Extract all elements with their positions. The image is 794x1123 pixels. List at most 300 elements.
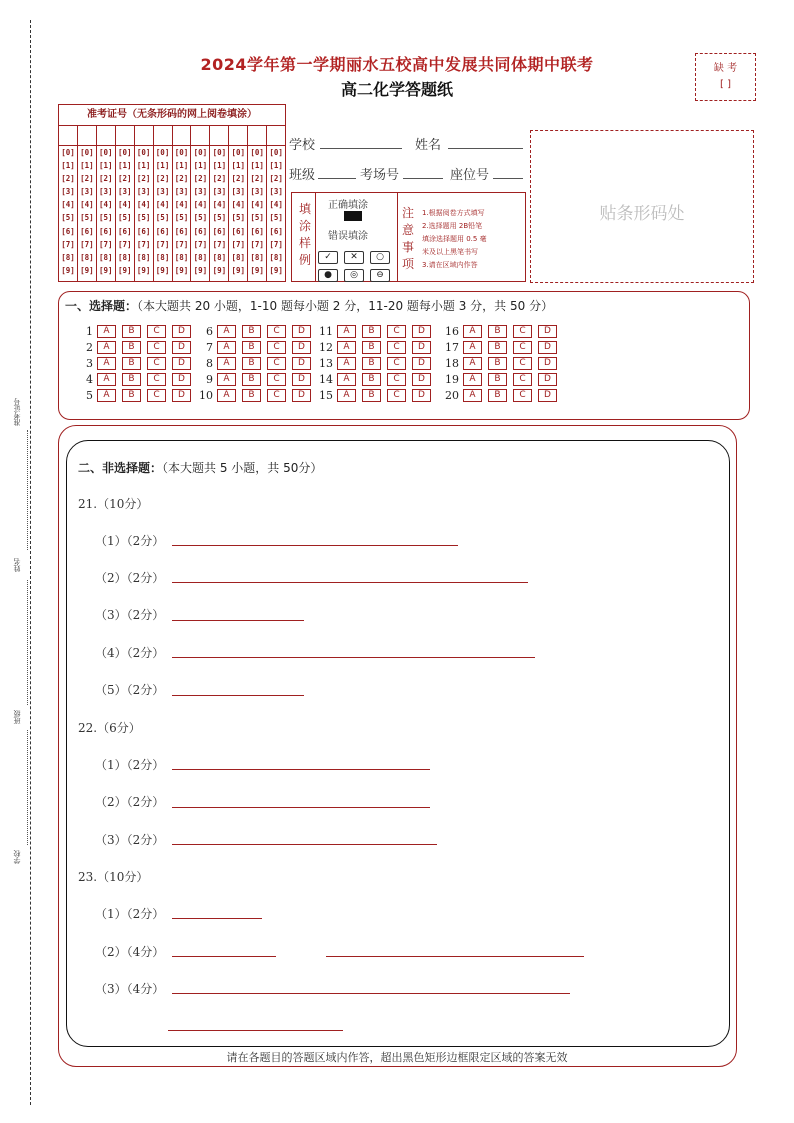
exam-id-digit-bubble[interactable]: [4] [80,200,94,210]
mc-option-bubble[interactable]: D [292,373,311,386]
mc-option-bubble[interactable]: A [97,373,116,386]
margin-line [27,580,28,705]
exam-id-digit-bubble[interactable]: [6] [117,226,132,236]
mc-option-bubble[interactable]: B [362,373,381,386]
exam-id-digit-bubble[interactable]: [4] [193,200,208,210]
exam-id-digit-bubble[interactable]: [1] [269,161,283,171]
exam-id-digit-bubble[interactable]: [3] [80,187,94,197]
exam-id-digit-bubble[interactable]: [8] [99,252,113,262]
exam-id-digit-bubble[interactable]: [1] [80,161,94,171]
mc-option-bubble[interactable]: A [217,373,236,386]
exam-id-digit-bubble[interactable]: [8] [212,252,227,262]
exam-id-digit-bubble[interactable]: [7] [250,239,264,249]
mc-option-bubble[interactable]: A [337,325,356,338]
q21-part3-label: （3）（2分） [95,608,165,622]
exam-id-write-cell[interactable] [154,126,172,146]
mc-option-bubble[interactable]: C [267,389,286,402]
mc-option-bubble[interactable]: D [292,341,311,354]
exam-id-digit-bubble[interactable]: [5] [212,213,227,223]
mc-question-number: 3 [86,357,93,370]
exam-id-digit-bubble[interactable]: [2] [155,174,170,184]
exam-id-digit-bubble[interactable]: [1] [212,161,227,171]
exam-id-digit-bubble[interactable]: [7] [155,239,170,249]
exam-id-digit-bubble[interactable]: [3] [99,187,113,197]
exam-id-digit-bubble[interactable]: [3] [250,187,264,197]
name-label: 姓名 [415,138,442,153]
exam-id-digit-bubble[interactable]: [4] [117,200,132,210]
mc-question-row [319,357,437,370]
mc-option-bubble[interactable]: A [97,325,116,338]
mc-option-bubble[interactable]: C [267,357,286,370]
exam-title: 2024学年第一学期丽水五校高中发展共同体期中联考 [200,55,594,74]
class-field[interactable] [318,178,356,179]
mc-option-bubble[interactable]: D [292,357,311,370]
exam-id-digit-bubble[interactable]: [2] [193,174,208,184]
mc-option-bubble[interactable]: D [412,341,431,354]
mc-question-row [79,341,197,354]
mc-option-bubble[interactable]: C [513,341,532,354]
mc-question-row [445,373,563,386]
exam-id-column [248,126,267,281]
exam-id-digit-bubble[interactable]: [7] [231,239,246,249]
exam-id-digit-bubble[interactable]: [5] [117,213,132,223]
exam-id-write-cell[interactable] [191,126,209,146]
exam-room-field[interactable] [403,178,443,179]
mc-question-number: 15 [319,389,333,402]
exam-id-digit-bubble[interactable]: [2] [269,174,283,184]
exam-id-digit-bubble[interactable]: [4] [174,200,189,210]
mc-option-bubble[interactable]: B [122,341,141,354]
notes-list: 1.根据阅卷方式填写 2.选择题用 2B铅笔 填涂选择题用 0.5 毫 米及以上黑笔书写 3.请在区域内作答 [422,209,487,269]
exam-id-columns [59,126,285,281]
exam-id-digit-bubble[interactable]: [0] [174,148,189,157]
mc-option-bubble[interactable]: C [147,341,166,354]
exam-id-digit-bubble[interactable]: [0] [155,148,170,157]
mc-option-bubble[interactable]: B [122,389,141,402]
exam-id-digit-bubble[interactable]: [8] [117,252,132,262]
exam-id-column [154,126,173,281]
barcode-area[interactable] [530,130,754,283]
mc-option-bubble[interactable]: A [463,373,482,386]
footer-warning: 请在各题目的答题区域内作答，超出黑色矩形边框限定区域的答案无效 [226,1051,568,1064]
q21-part2-answer[interactable] [172,582,528,583]
mc-option-bubble[interactable]: D [538,389,557,402]
exam-id-digit-bubble[interactable]: [9] [269,265,283,275]
q22-part2-answer[interactable] [172,807,430,808]
mc-question-row [199,325,317,338]
exam-id-digit-bubble[interactable]: [2] [250,174,264,184]
exam-id-digit-bubble[interactable]: [0] [231,148,246,157]
fill-sample-box [291,192,526,282]
exam-id-digit-bubble[interactable]: [9] [212,265,227,275]
mc-option-bubble[interactable]: D [172,325,191,338]
q22-part1-label: （1）（2分） [95,758,165,772]
multiple-choice-section [58,291,750,420]
mc-option-bubble[interactable]: B [122,325,141,338]
mc-question-number: 14 [319,373,333,386]
mc-option-bubble[interactable]: D [538,373,557,386]
exam-id-column [59,126,78,281]
mc-option-bubble[interactable]: C [267,373,286,386]
exam-id-digit-bubble[interactable]: [4] [155,200,170,210]
q21-part1-label: （1）（2分） [95,534,165,548]
q21-part3-answer[interactable] [172,620,304,621]
exam-id-digit-bubble[interactable]: [5] [99,213,113,223]
mc-option-bubble[interactable]: A [463,357,482,370]
exam-id-digit-bubble[interactable]: [5] [269,213,283,223]
mc-option-bubble[interactable]: A [337,341,356,354]
exam-id-digit-bubble[interactable]: [8] [269,252,283,262]
exam-id-digit-bubble[interactable]: [3] [61,187,75,197]
exam-id-write-cell[interactable] [173,126,191,146]
margin-label-exam-id: 准考证号 [13,398,21,426]
mc-option-bubble[interactable]: C [147,373,166,386]
mc-option-bubble[interactable]: B [242,389,261,402]
margin-label-school: 学校 [13,850,21,864]
exam-id-digit-bubble[interactable]: [4] [212,200,227,210]
mc-option-bubble[interactable]: B [122,357,141,370]
exam-id-digit-bubble[interactable]: [3] [193,187,208,197]
mc-option-bubble[interactable]: D [292,389,311,402]
mc-question-row [445,389,563,402]
exam-id-digit-bubble[interactable]: [0] [193,148,208,157]
exam-id-digit-bubble[interactable]: [6] [155,226,170,236]
exam-id-digit-bubble[interactable]: [6] [193,226,208,236]
mc-option-bubble[interactable]: D [172,341,191,354]
exam-id-column [116,126,135,281]
q22-part3-answer[interactable] [172,844,437,845]
mc-option-bubble[interactable]: B [242,325,261,338]
mc-option-bubble[interactable]: A [463,325,482,338]
exam-id-digit-bubble[interactable]: [9] [193,265,208,275]
margin-line [27,430,28,550]
mc-option-bubble[interactable]: B [362,389,381,402]
mc-option-bubble[interactable]: A [217,341,236,354]
mc-option-bubble[interactable]: D [172,357,191,370]
margin-label-name: 姓名 [13,558,21,572]
exam-id-digit-bubble[interactable]: [9] [117,265,132,275]
exam-id-digit-bubble[interactable]: [3] [174,187,189,197]
mc-option-bubble[interactable]: C [387,341,406,354]
exam-id-digit-bubble[interactable]: [7] [99,239,113,249]
exam-id-digit-bubble[interactable]: [6] [231,226,246,236]
exam-id-digit-bubble[interactable]: [3] [136,187,151,197]
q21-part5-label: （5）（2分） [95,683,165,697]
sample-label: 填 涂 样 例 [298,202,311,267]
exam-id-digit-bubble[interactable]: [7] [212,239,227,249]
exam-id-digit-bubble[interactable]: [2] [212,174,227,184]
mc-option-bubble[interactable]: C [147,389,166,402]
school-field[interactable] [320,148,402,149]
q23-part2-answer-a[interactable] [172,956,276,957]
exam-id-digit-bubble[interactable]: [3] [155,187,170,197]
mc-option-bubble[interactable]: D [172,389,191,402]
exam-id-digit-bubble[interactable]: [7] [117,239,132,249]
exam-id-write-cell[interactable] [267,126,285,146]
exam-id-digit-bubble[interactable]: [7] [269,239,283,249]
exam-id-digit-bubble[interactable]: [2] [117,174,132,184]
mc-option-bubble[interactable]: B [242,357,261,370]
exam-id-digit-bubble[interactable]: [5] [155,213,170,223]
q22-part2-label: （2）（2分） [95,795,165,809]
exam-id-digit-bubble[interactable]: [6] [99,226,113,236]
exam-id-digit-bubble[interactable]: [4] [231,200,246,210]
exam-id-write-cell[interactable] [59,126,77,146]
exam-id-digit-bubble[interactable]: [7] [136,239,151,249]
exam-id-column [173,126,192,281]
mc-option-bubble[interactable]: B [488,357,507,370]
mc-option-bubble[interactable]: A [463,341,482,354]
mc-option-bubble[interactable]: C [513,389,532,402]
exam-id-digit-bubble[interactable]: [1] [155,161,170,171]
mc-option-bubble[interactable]: A [337,373,356,386]
mc-option-bubble[interactable]: C [147,325,166,338]
exam-id-digit-bubble[interactable]: [6] [80,226,94,236]
mc-option-bubble[interactable]: D [538,341,557,354]
exam-room-label: 考场号 [360,168,400,183]
q23-part3-label: （3）（4分） [95,982,165,996]
exam-id-digit-bubble[interactable]: [2] [174,174,189,184]
exam-id-digit-bubble[interactable]: [6] [250,226,264,236]
exam-id-digit-bubble[interactable]: [0] [99,148,113,157]
exam-id-digit-bubble[interactable]: [4] [269,200,283,210]
exam-id-digit-bubble[interactable]: [3] [117,187,132,197]
mc-question-number: 6 [206,325,213,338]
mc-option-bubble[interactable]: B [362,341,381,354]
mc-question-row [199,389,317,402]
mc-option-bubble[interactable]: B [122,373,141,386]
mc-question-row [199,357,317,370]
q23-part1-answer[interactable] [172,918,262,919]
mc-question-row [445,325,563,338]
exam-id-digit-bubble[interactable]: [8] [80,252,94,262]
seat-field[interactable] [493,178,523,179]
wrong-marks-row2 [318,262,396,282]
mc-question-row [319,389,437,402]
mc-option-bubble[interactable]: C [513,357,532,370]
exam-id-digit-bubble[interactable]: [6] [212,226,227,236]
exam-id-column [191,126,210,281]
exam-id-digit-bubble[interactable]: [8] [250,252,264,262]
exam-id-digit-bubble[interactable]: [1] [174,161,189,171]
absent-box[interactable] [695,53,756,101]
exam-id-digit-bubble[interactable]: [9] [250,265,264,275]
exam-id-digit-bubble[interactable]: [8] [155,252,170,262]
exam-id-write-cell[interactable] [210,126,228,146]
mc-question-number: 18 [445,357,459,370]
exam-id-digit-bubble[interactable]: [1] [136,161,151,171]
mc-option-bubble[interactable]: D [412,357,431,370]
exam-id-write-cell[interactable] [229,126,247,146]
exam-id-digit-bubble[interactable]: [6] [269,226,283,236]
q21-part5-answer[interactable] [172,695,304,696]
exam-id-digit-bubble[interactable]: [0] [212,148,227,157]
exam-id-digit-bubble[interactable]: [6] [136,226,151,236]
mc-option-bubble[interactable]: D [412,373,431,386]
q23-part3-answer-a[interactable] [172,993,570,994]
exam-id-digit-bubble[interactable]: [6] [174,226,189,236]
absent-checkbox[interactable]: [ ] [720,79,731,90]
mc-question-row [445,357,563,370]
mc-option-bubble[interactable]: C [387,389,406,402]
q23-part3-answer-b[interactable] [168,1030,343,1031]
wrong-fill-label: 错误填涂 [328,231,368,242]
mc-option-bubble[interactable]: A [97,389,116,402]
name-field[interactable] [448,148,523,149]
mc-option-bubble[interactable]: D [538,325,557,338]
mc-question-number: 5 [86,389,93,402]
mc-question-number: 20 [445,389,459,402]
exam-id-digit-bubble[interactable]: [4] [61,200,75,210]
exam-id-digit-bubble[interactable]: [2] [61,174,75,184]
exam-id-digit-bubble[interactable]: [5] [250,213,264,223]
exam-id-digit-bubble[interactable]: [9] [80,265,94,275]
q21-part2-label: （2）（2分） [95,571,165,585]
exam-id-digit-bubble[interactable]: [9] [155,265,170,275]
mc-option-bubble[interactable]: D [292,325,311,338]
exam-id-digit-bubble[interactable]: [2] [136,174,151,184]
exam-id-digit-bubble[interactable]: [1] [61,161,75,171]
exam-id-digit-bubble[interactable]: [8] [136,252,151,262]
exam-id-digit-bubble[interactable]: [5] [193,213,208,223]
exam-id-digit-bubble[interactable]: [0] [61,148,75,157]
exam-id-digit-bubble[interactable]: [0] [250,148,264,157]
q23-part2-answer-b[interactable] [326,956,584,957]
exam-id-digit-bubble[interactable]: [1] [231,161,246,171]
q22-part1-answer[interactable] [172,769,430,770]
exam-id-digit-bubble[interactable]: [0] [136,148,151,157]
mc-option-bubble[interactable]: C [513,325,532,338]
exam-id-digit-bubble[interactable]: [0] [269,148,283,157]
exam-id-write-cell[interactable] [78,126,96,146]
exam-id-digit-bubble[interactable]: [7] [80,239,94,249]
exam-id-write-cell[interactable] [116,126,134,146]
exam-id-digit-bubble[interactable]: [6] [61,226,75,236]
exam-id-grid [58,104,286,282]
mc-option-bubble[interactable]: C [513,373,532,386]
exam-id-digit-bubble[interactable]: [1] [193,161,208,171]
exam-id-digit-bubble[interactable]: [2] [80,174,94,184]
mc-option-bubble[interactable]: C [387,325,406,338]
mc-option-bubble[interactable]: C [267,341,286,354]
mc-option-bubble[interactable]: D [412,325,431,338]
exam-id-digit-bubble[interactable]: [0] [80,148,94,157]
exam-id-digit-bubble[interactable]: [3] [231,187,246,197]
exam-id-digit-bubble[interactable]: [3] [269,187,283,197]
mc-option-bubble[interactable]: C [387,373,406,386]
exam-id-write-cell[interactable] [248,126,266,146]
exam-id-digit-bubble[interactable]: [5] [136,213,151,223]
mc-option-bubble[interactable]: B [488,325,507,338]
mc-option-bubble[interactable]: A [217,357,236,370]
cross-icon: ✕ [344,251,364,264]
exam-id-digit-bubble[interactable]: [9] [231,265,246,275]
exam-id-digit-bubble[interactable]: [8] [231,252,246,262]
exam-id-digit-bubble[interactable]: [4] [99,200,113,210]
wrong-marks-row1 [318,244,396,264]
exam-id-digit-bubble[interactable]: [9] [61,265,75,275]
mc-option-bubble[interactable]: A [97,341,116,354]
section1-heading: 一、选择题：（本大题共 20 小题，1-10 题每小题 2 分，11-20 题每小题 3 分，共 50 分） [65,299,554,313]
margin-line [27,730,28,845]
exam-id-digit-bubble[interactable]: [8] [193,252,208,262]
exam-id-digit-bubble[interactable]: [1] [250,161,264,171]
exam-id-digit-bubble[interactable]: [9] [99,265,113,275]
mc-option-bubble[interactable]: B [362,325,381,338]
q23-part1-label: （1）（2分） [95,907,165,921]
mc-option-bubble[interactable]: C [267,325,286,338]
mc-option-bubble[interactable]: B [362,357,381,370]
exam-id-digit-bubble[interactable]: [1] [117,161,132,171]
exam-id-digit-bubble[interactable]: [5] [231,213,246,223]
exam-id-digit-bubble[interactable]: [9] [136,265,151,275]
barcode-label: 贴条形码处 [599,204,685,224]
mc-option-bubble[interactable]: D [172,373,191,386]
mc-question-number: 12 [319,341,333,354]
mc-question-number: 8 [206,357,213,370]
exam-id-digit-bubble[interactable]: [8] [61,252,75,262]
mc-option-bubble[interactable]: A [463,389,482,402]
mc-option-bubble[interactable]: A [217,325,236,338]
exam-id-column [97,126,116,281]
absent-label: 缺 考 [713,63,738,74]
mc-option-bubble[interactable]: D [412,389,431,402]
mc-option-bubble[interactable]: B [242,341,261,354]
exam-id-digit-bubble[interactable]: [7] [193,239,208,249]
q21-part1-answer[interactable] [172,545,458,546]
mc-option-bubble[interactable]: A [337,389,356,402]
exam-id-column [229,126,248,281]
mc-option-bubble[interactable]: C [387,357,406,370]
exam-id-digit-bubble[interactable]: [0] [117,148,132,157]
exam-id-digit-bubble[interactable]: [4] [250,200,264,210]
exam-id-write-cell[interactable] [135,126,153,146]
exam-id-digit-bubble[interactable]: [3] [212,187,227,197]
mc-option-bubble[interactable]: A [97,357,116,370]
mc-option-bubble[interactable]: B [488,373,507,386]
exam-id-digit-bubble[interactable]: [4] [136,200,151,210]
exam-id-digit-bubble[interactable]: [7] [61,239,75,249]
exam-id-digit-bubble[interactable]: [5] [61,213,75,223]
exam-id-column [135,126,154,281]
exam-id-write-cell[interactable] [97,126,115,146]
mc-question-row [79,373,197,386]
class-label: 班级 [289,168,316,183]
circle-icon: ○ [370,251,390,264]
binding-line [30,20,31,1105]
mc-option-bubble[interactable]: A [337,357,356,370]
mc-option-bubble[interactable]: B [488,389,507,402]
mc-option-bubble[interactable]: C [147,357,166,370]
mc-question-row [319,341,437,354]
mc-option-bubble[interactable]: B [242,373,261,386]
exam-id-digit-bubble[interactable]: [5] [80,213,94,223]
exam-id-digit-bubble[interactable]: [5] [174,213,189,223]
q23-part2-label: （2）（4分） [95,945,165,959]
exam-id-digit-bubble[interactable]: [9] [174,265,189,275]
mc-question-number: 19 [445,373,459,386]
mc-option-bubble[interactable]: D [538,357,557,370]
exam-id-digit-bubble[interactable]: [2] [99,174,113,184]
mc-option-bubble[interactable]: B [488,341,507,354]
mc-option-bubble[interactable]: A [217,389,236,402]
exam-id-digit-bubble[interactable]: [2] [231,174,246,184]
exam-id-digit-bubble[interactable]: [1] [99,161,113,171]
mc-question-row [79,325,197,338]
exam-id-digit-bubble[interactable]: [7] [174,239,189,249]
exam-id-digit-bubble[interactable]: [8] [174,252,189,262]
q21-part4-answer[interactable] [172,657,535,658]
